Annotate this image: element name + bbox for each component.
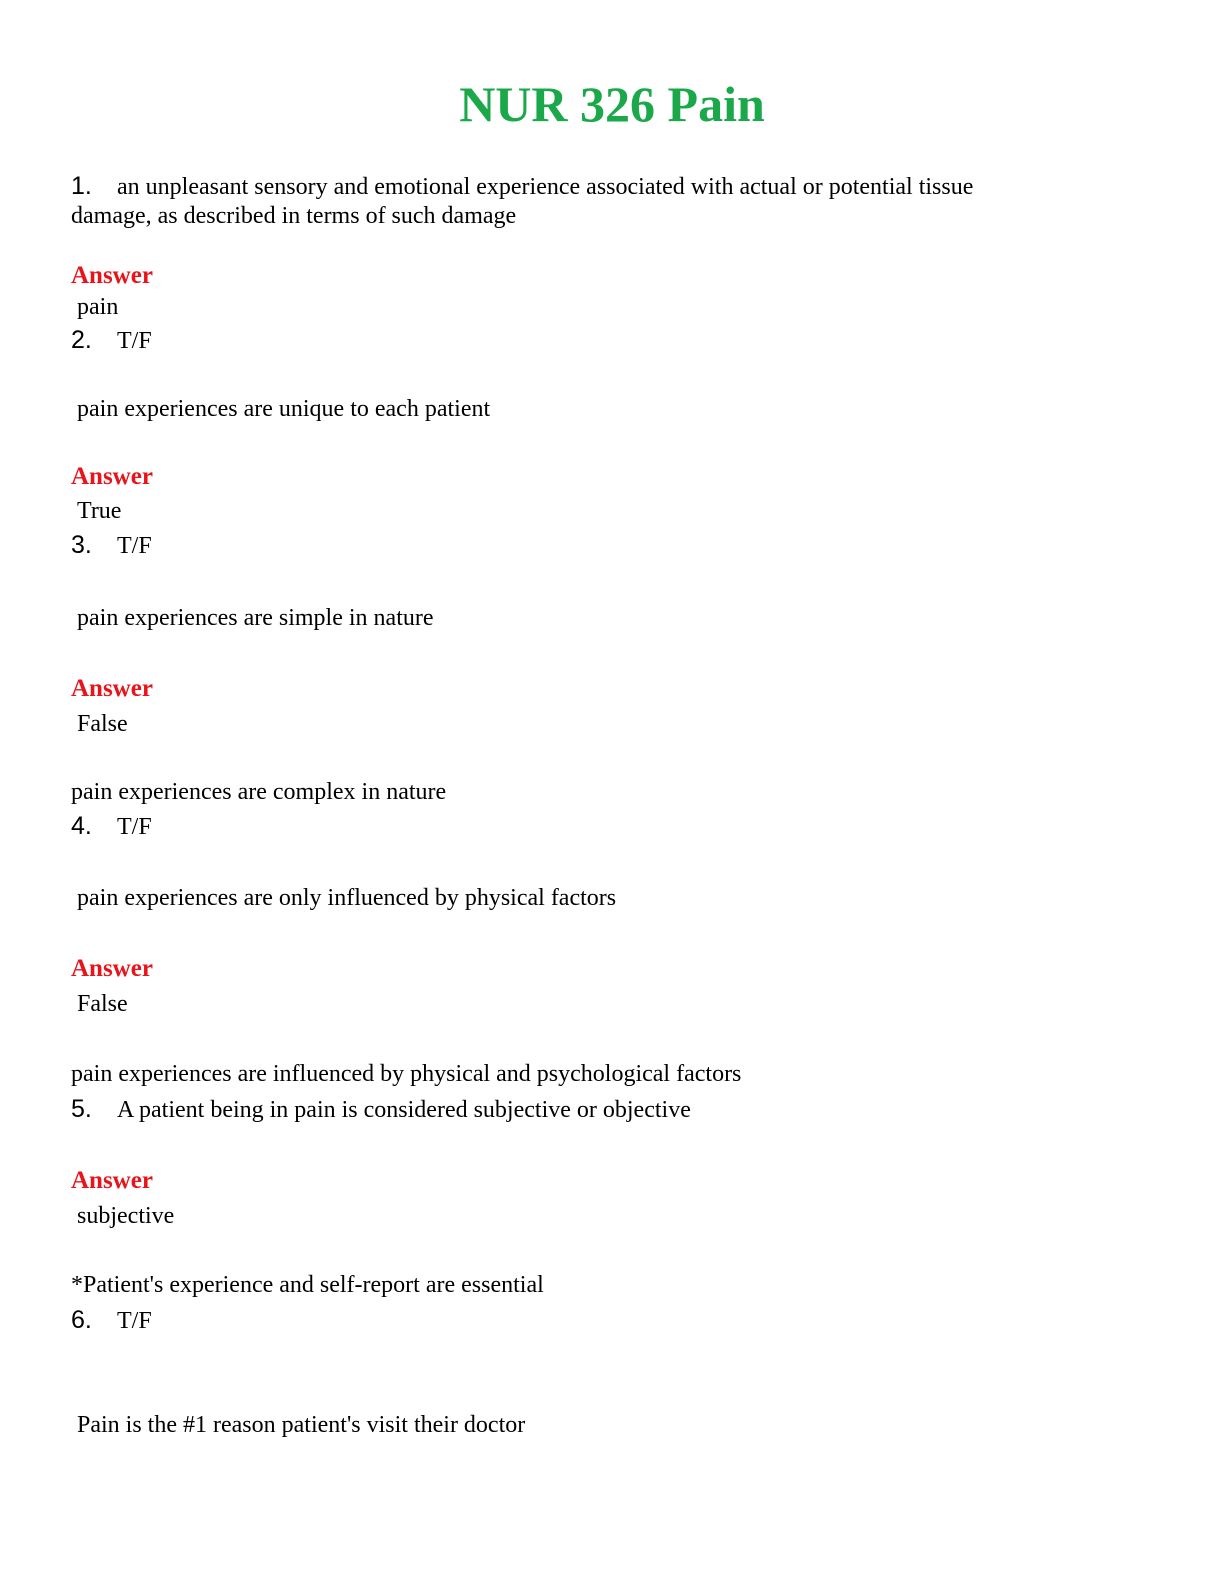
question-statement: pain experiences are simple in nature — [77, 605, 434, 631]
question-1-line2: damage, as described in terms of such damage — [71, 203, 517, 229]
answer-explanation: *Patient's experience and self-report are essential — [71, 1272, 544, 1298]
question-1-line1 — [71, 171, 973, 202]
question-2-header — [71, 325, 152, 356]
answer-label: Answer — [71, 1167, 153, 1194]
question-number: 1. — [71, 172, 92, 200]
answer-label: Answer — [71, 463, 153, 490]
question-5-header — [71, 1094, 691, 1125]
question-statement: pain experiences are unique to each patient — [77, 396, 491, 422]
question-number: 5. — [71, 1095, 92, 1123]
question-4-header — [71, 811, 152, 842]
answer-explanation: pain experiences are influenced by physical and psychological factors — [71, 1061, 742, 1087]
question-type: T/F — [117, 814, 152, 840]
answer-label: Answer — [71, 955, 153, 982]
question-statement: pain experiences are only influenced by physical factors — [77, 885, 617, 911]
answer-label: Answer — [71, 262, 153, 289]
question-number: 4. — [71, 812, 92, 840]
question-type: T/F — [117, 328, 152, 354]
answer-explanation: pain experiences are complex in nature — [71, 779, 447, 805]
answer-value: pain — [77, 294, 119, 320]
answer-label: Answer — [71, 675, 153, 702]
question-number: 2. — [71, 326, 92, 354]
question-number: 6. — [71, 1306, 92, 1334]
answer-value: False — [77, 711, 128, 737]
question-type: T/F — [117, 533, 152, 559]
answer-value: subjective — [77, 1203, 175, 1229]
answer-value: True — [77, 498, 122, 524]
question-prompt: an unpleasant sensory and emotional experience associated with actual or potential tissue — [117, 174, 974, 200]
question-3-header — [71, 530, 152, 561]
question-prompt: A patient being in pain is considered subjective or objective — [117, 1097, 691, 1123]
question-number: 3. — [71, 531, 92, 559]
question-6-header — [71, 1305, 152, 1336]
question-statement: Pain is the #1 reason patient's visit their doctor — [77, 1412, 526, 1438]
question-type: T/F — [117, 1308, 152, 1334]
page-title: NUR 326 Pain — [459, 76, 765, 132]
answer-value: False — [77, 991, 128, 1017]
